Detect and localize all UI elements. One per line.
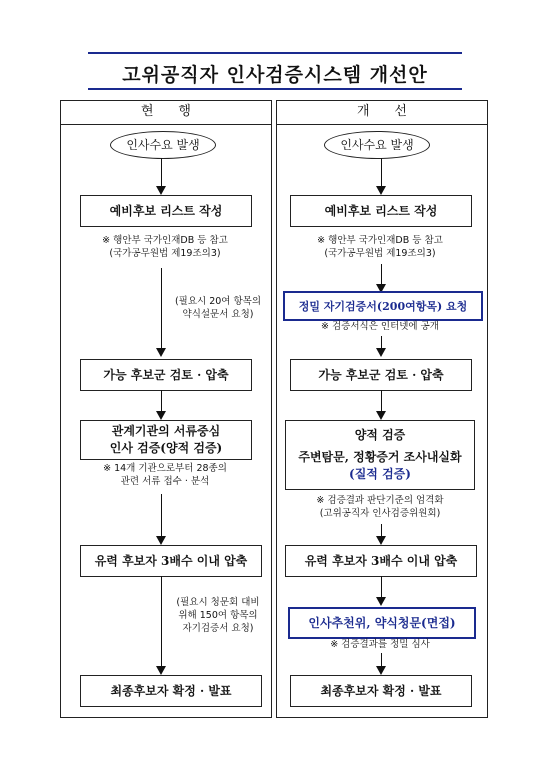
current-note-3-line2: 관련 서류 접수 · 분석 [120,476,210,487]
improved-note-3-line1: ※ 검증결과 판단기준의 엄격화 [316,495,444,506]
improved-step-final [290,675,472,707]
current-step-screening-label: 가능 후보군 검토 · 압축 [103,367,229,382]
title-bottom-rule [88,88,462,90]
current-side-note-2-line3: 자기검증서 요청) [182,623,254,634]
improved-note-1 [282,234,478,260]
current-side-note-1-line1: (필요시 20여 항목의 [174,296,262,307]
arrow-head [156,411,166,420]
arrow-head [376,186,386,195]
improved-step-verification [285,420,475,490]
improved-step-screening-label: 가능 후보군 검토 · 압축 [318,367,444,382]
improved-note-3-line2: (고위공직자 인사검증위원회) [319,508,441,519]
arrow-line [161,158,162,188]
current-side-note-2-line2: 위해 150여 항목의 [178,610,258,621]
arrow-head [376,536,386,545]
improved-step-interview [288,607,476,639]
current-step-shortlist-label: 유력 후보자 3배수 이내 압축 [94,553,248,568]
improved-start-oval: 인사수요 발생 [324,131,430,159]
improved-column-header: 개 선 [276,100,488,125]
current-step-screening [80,359,252,391]
current-note-3 [70,462,260,488]
current-note-1 [70,234,260,260]
current-side-note-2 [170,596,266,635]
current-step-shortlist [80,545,262,577]
current-step-candidate-list [80,195,252,227]
page-title: 고위공직자 인사검증시스템 개선안 [122,64,428,86]
current-side-note-2-line1: (필요시 청문회 대비 [176,597,260,608]
current-start-oval: 인사수요 발생 [110,131,216,159]
arrow-head [376,348,386,357]
arrow-line [161,390,162,413]
improved-note-interview: ※ 검증결과를 정밀 심사 [330,639,430,650]
arrow-head [376,597,386,606]
current-step-document-check [80,420,252,460]
improved-step-verification-line1: 양적 검증 [354,427,406,442]
current-note-1-line1: ※ 행안부 국가인재DB 등 참고 [102,235,228,246]
title-top-rule [88,52,462,54]
arrow-head [156,536,166,545]
improved-step-verification-line2: 주변탐문, 정황증거 조사내실화 [298,450,462,465]
arrow-line [381,158,382,188]
arrow-head [376,666,386,675]
improved-note-1-line2: (국가공무원법 제19조의3) [324,248,436,259]
current-step-final [80,675,262,707]
current-column-header: 현 행 [60,100,272,125]
improved-step-interview-label: 인사추천위, 약식청문(면접) [308,615,456,630]
current-side-note-1-line2: 약식설문서 요청) [182,309,254,320]
improved-step-final-label: 최종후보자 확정 · 발표 [320,683,442,698]
improved-step-verification-line2-wrap [298,449,461,483]
arrow-line [161,576,162,668]
improved-note-3 [282,494,478,520]
arrow-line [381,264,382,286]
improved-step-self-verification [283,291,483,321]
improved-note-self-verification: ※ 검증서식은 인터넷에 공개 [321,321,439,332]
current-note-1-line2: (국가공무원법 제19조의3) [109,248,221,259]
arrow-head [156,186,166,195]
improved-note-1-line1: ※ 행안부 국가인재DB 등 참고 [317,235,443,246]
improved-step-shortlist-label: 유력 후보자 3배수 이내 압축 [304,553,458,568]
improved-step-candidate-list-label: 예비후보 리스트 작성 [324,203,438,218]
current-step-candidate-list-label: 예비후보 리스트 작성 [109,203,223,218]
improved-step-screening [290,359,472,391]
current-step-document-check-line2: 인사 검증(양적 검증) [109,441,223,455]
current-step-document-check-line1: 관계기관의 서류중심 [111,424,221,438]
improved-step-self-verification-label: 정밀 자기검증서(200여항목) 요청 [298,299,468,313]
arrow-head [156,666,166,675]
arrow-line [381,576,382,599]
improved-step-candidate-list [290,195,472,227]
current-step-final-label: 최종후보자 확정 · 발표 [110,683,232,698]
current-side-note-1 [170,295,266,321]
improved-step-shortlist [285,545,477,577]
improved-step-verification-line3: (질적 검증) [349,467,411,482]
current-note-3-line1: ※ 14개 기관으로부터 28종의 [103,463,227,474]
arrow-line [381,390,382,413]
arrow-line [161,494,162,538]
arrow-head [376,411,386,420]
arrow-head [156,348,166,357]
arrow-line [161,268,162,350]
